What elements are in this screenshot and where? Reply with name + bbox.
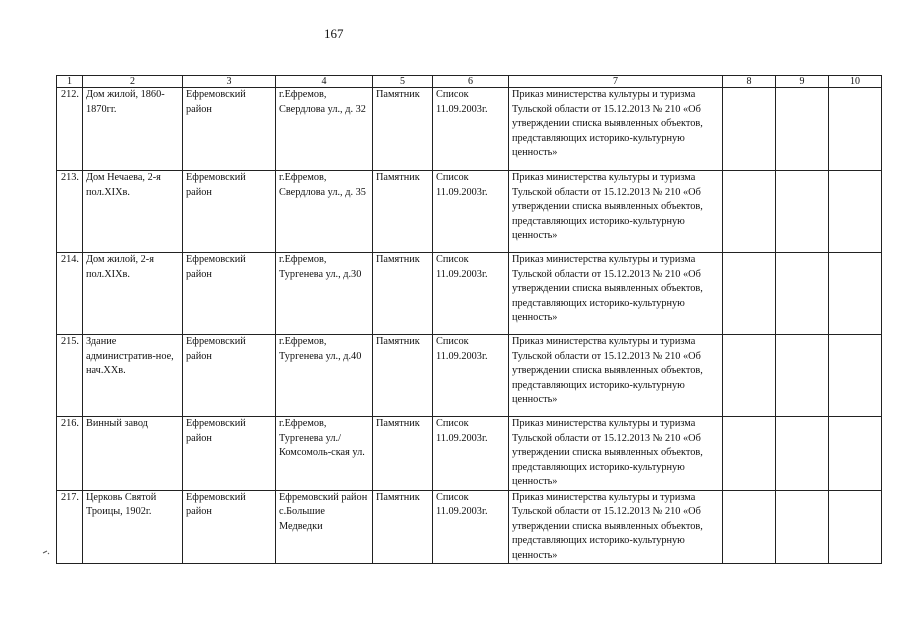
- column-header: 2: [83, 76, 183, 88]
- object-type: Памятник: [373, 253, 433, 335]
- column-header: 3: [183, 76, 276, 88]
- row-number: 216.: [57, 417, 83, 491]
- column-8-cell: [723, 335, 776, 417]
- column-header: 7: [509, 76, 723, 88]
- table-row: [57, 490, 882, 564]
- object-name: Винный завод: [83, 417, 183, 491]
- column-header: 5: [373, 76, 433, 88]
- object-type: Памятник: [373, 171, 433, 253]
- column-8-cell: [723, 490, 776, 564]
- district: Ефремовский район: [183, 335, 276, 417]
- object-type: Памятник: [373, 417, 433, 491]
- column-8-cell: [723, 88, 776, 171]
- address: г.Ефремов, Тургенева ул., д.40: [276, 335, 373, 417]
- list-date: Список 11.09.2003г.: [433, 171, 509, 253]
- column-8-cell: [723, 171, 776, 253]
- district: Ефремовский район: [183, 417, 276, 491]
- heritage-registry-table: [56, 75, 882, 564]
- table-row: [57, 171, 882, 253]
- row-number: 215.: [57, 335, 83, 417]
- column-8-cell: [723, 253, 776, 335]
- column-header: 4: [276, 76, 373, 88]
- address: г.Ефремов, Свердлова ул., д. 35: [276, 171, 373, 253]
- row-number: 214.: [57, 253, 83, 335]
- row-number: 212.: [57, 88, 83, 171]
- page-number: 167: [324, 26, 344, 41]
- scan-artifact-mark: [42, 547, 52, 555]
- order-reference: Приказ министерства культуры и туризма Тульской области от 15.12.2013 № 210 «Об утверждении списка выявленных объектов, представляющих историко-культурную ценность»: [509, 88, 723, 171]
- object-name: Дом Нечаева, 2-я пол.XIXв.: [83, 171, 183, 253]
- column-header: 8: [723, 76, 776, 88]
- order-reference: Приказ министерства культуры и туризма Тульской области от 15.12.2013 № 210 «Об утверждении списка выявленных объектов, представляющих историко-культурную ценность»: [509, 253, 723, 335]
- column-8-cell: [723, 417, 776, 491]
- object-type: Памятник: [373, 335, 433, 417]
- column-9-cell: [776, 88, 829, 171]
- column-9-cell: [776, 171, 829, 253]
- column-9-cell: [776, 335, 829, 417]
- district: Ефремовский район: [183, 253, 276, 335]
- address: г.Ефремов, Тургенева ул./Комсомоль-ская ул.: [276, 417, 373, 491]
- address: г.Ефремов, Свердлова ул., д. 32: [276, 88, 373, 171]
- list-date: Список 11.09.2003г.: [433, 253, 509, 335]
- address: г.Ефремов, Тургенева ул., д.30: [276, 253, 373, 335]
- column-9-cell: [776, 417, 829, 491]
- table-row: [57, 417, 882, 491]
- order-reference: Приказ министерства культуры и туризма Тульской области от 15.12.2013 № 210 «Об утверждении списка выявленных объектов, представляющих историко-культурную ценность»: [509, 335, 723, 417]
- list-date: Список 11.09.2003г.: [433, 490, 509, 564]
- object-name: Дом жилой, 2-я пол.XIXв.: [83, 253, 183, 335]
- column-10-cell: [829, 417, 882, 491]
- order-reference: Приказ министерства культуры и туризма Тульской области от 15.12.2013 № 210 «Об утверждении списка выявленных объектов, представляющих историко-культурную ценность»: [509, 490, 723, 564]
- list-date: Список 11.09.2003г.: [433, 417, 509, 491]
- column-header: 1: [57, 76, 83, 88]
- column-header: 6: [433, 76, 509, 88]
- object-name: Дом жилой, 1860-1870гг.: [83, 88, 183, 171]
- column-10-cell: [829, 88, 882, 171]
- row-number: 217.: [57, 490, 83, 564]
- column-10-cell: [829, 253, 882, 335]
- column-10-cell: [829, 490, 882, 564]
- column-header: 9: [776, 76, 829, 88]
- column-10-cell: [829, 335, 882, 417]
- row-number: 213.: [57, 171, 83, 253]
- column-9-cell: [776, 490, 829, 564]
- object-name: Здание административ-ное, нач.XXв.: [83, 335, 183, 417]
- order-reference: Приказ министерства культуры и туризма Тульской области от 15.12.2013 № 210 «Об утверждении списка выявленных объектов, представляющих историко-культурную ценность»: [509, 171, 723, 253]
- table-row: [57, 88, 882, 171]
- column-header: 10: [829, 76, 882, 88]
- district: Ефремовский район: [183, 88, 276, 171]
- header-row: [57, 76, 882, 88]
- object-type: Памятник: [373, 88, 433, 171]
- order-reference: Приказ министерства культуры и туризма Тульской области от 15.12.2013 № 210 «Об утверждении списка выявленных объектов, представляющих историко-культурную ценность»: [509, 417, 723, 491]
- district: Ефремовский район: [183, 490, 276, 564]
- object-name: Церковь Святой Троицы, 1902г.: [83, 490, 183, 564]
- table-row: [57, 335, 882, 417]
- list-date: Список 11.09.2003г.: [433, 88, 509, 171]
- column-9-cell: [776, 253, 829, 335]
- object-type: Памятник: [373, 490, 433, 564]
- address: Ефремовский район с.Большие Медведки: [276, 490, 373, 564]
- column-10-cell: [829, 171, 882, 253]
- list-date: Список 11.09.2003г.: [433, 335, 509, 417]
- table-row: [57, 253, 882, 335]
- district: Ефремовский район: [183, 171, 276, 253]
